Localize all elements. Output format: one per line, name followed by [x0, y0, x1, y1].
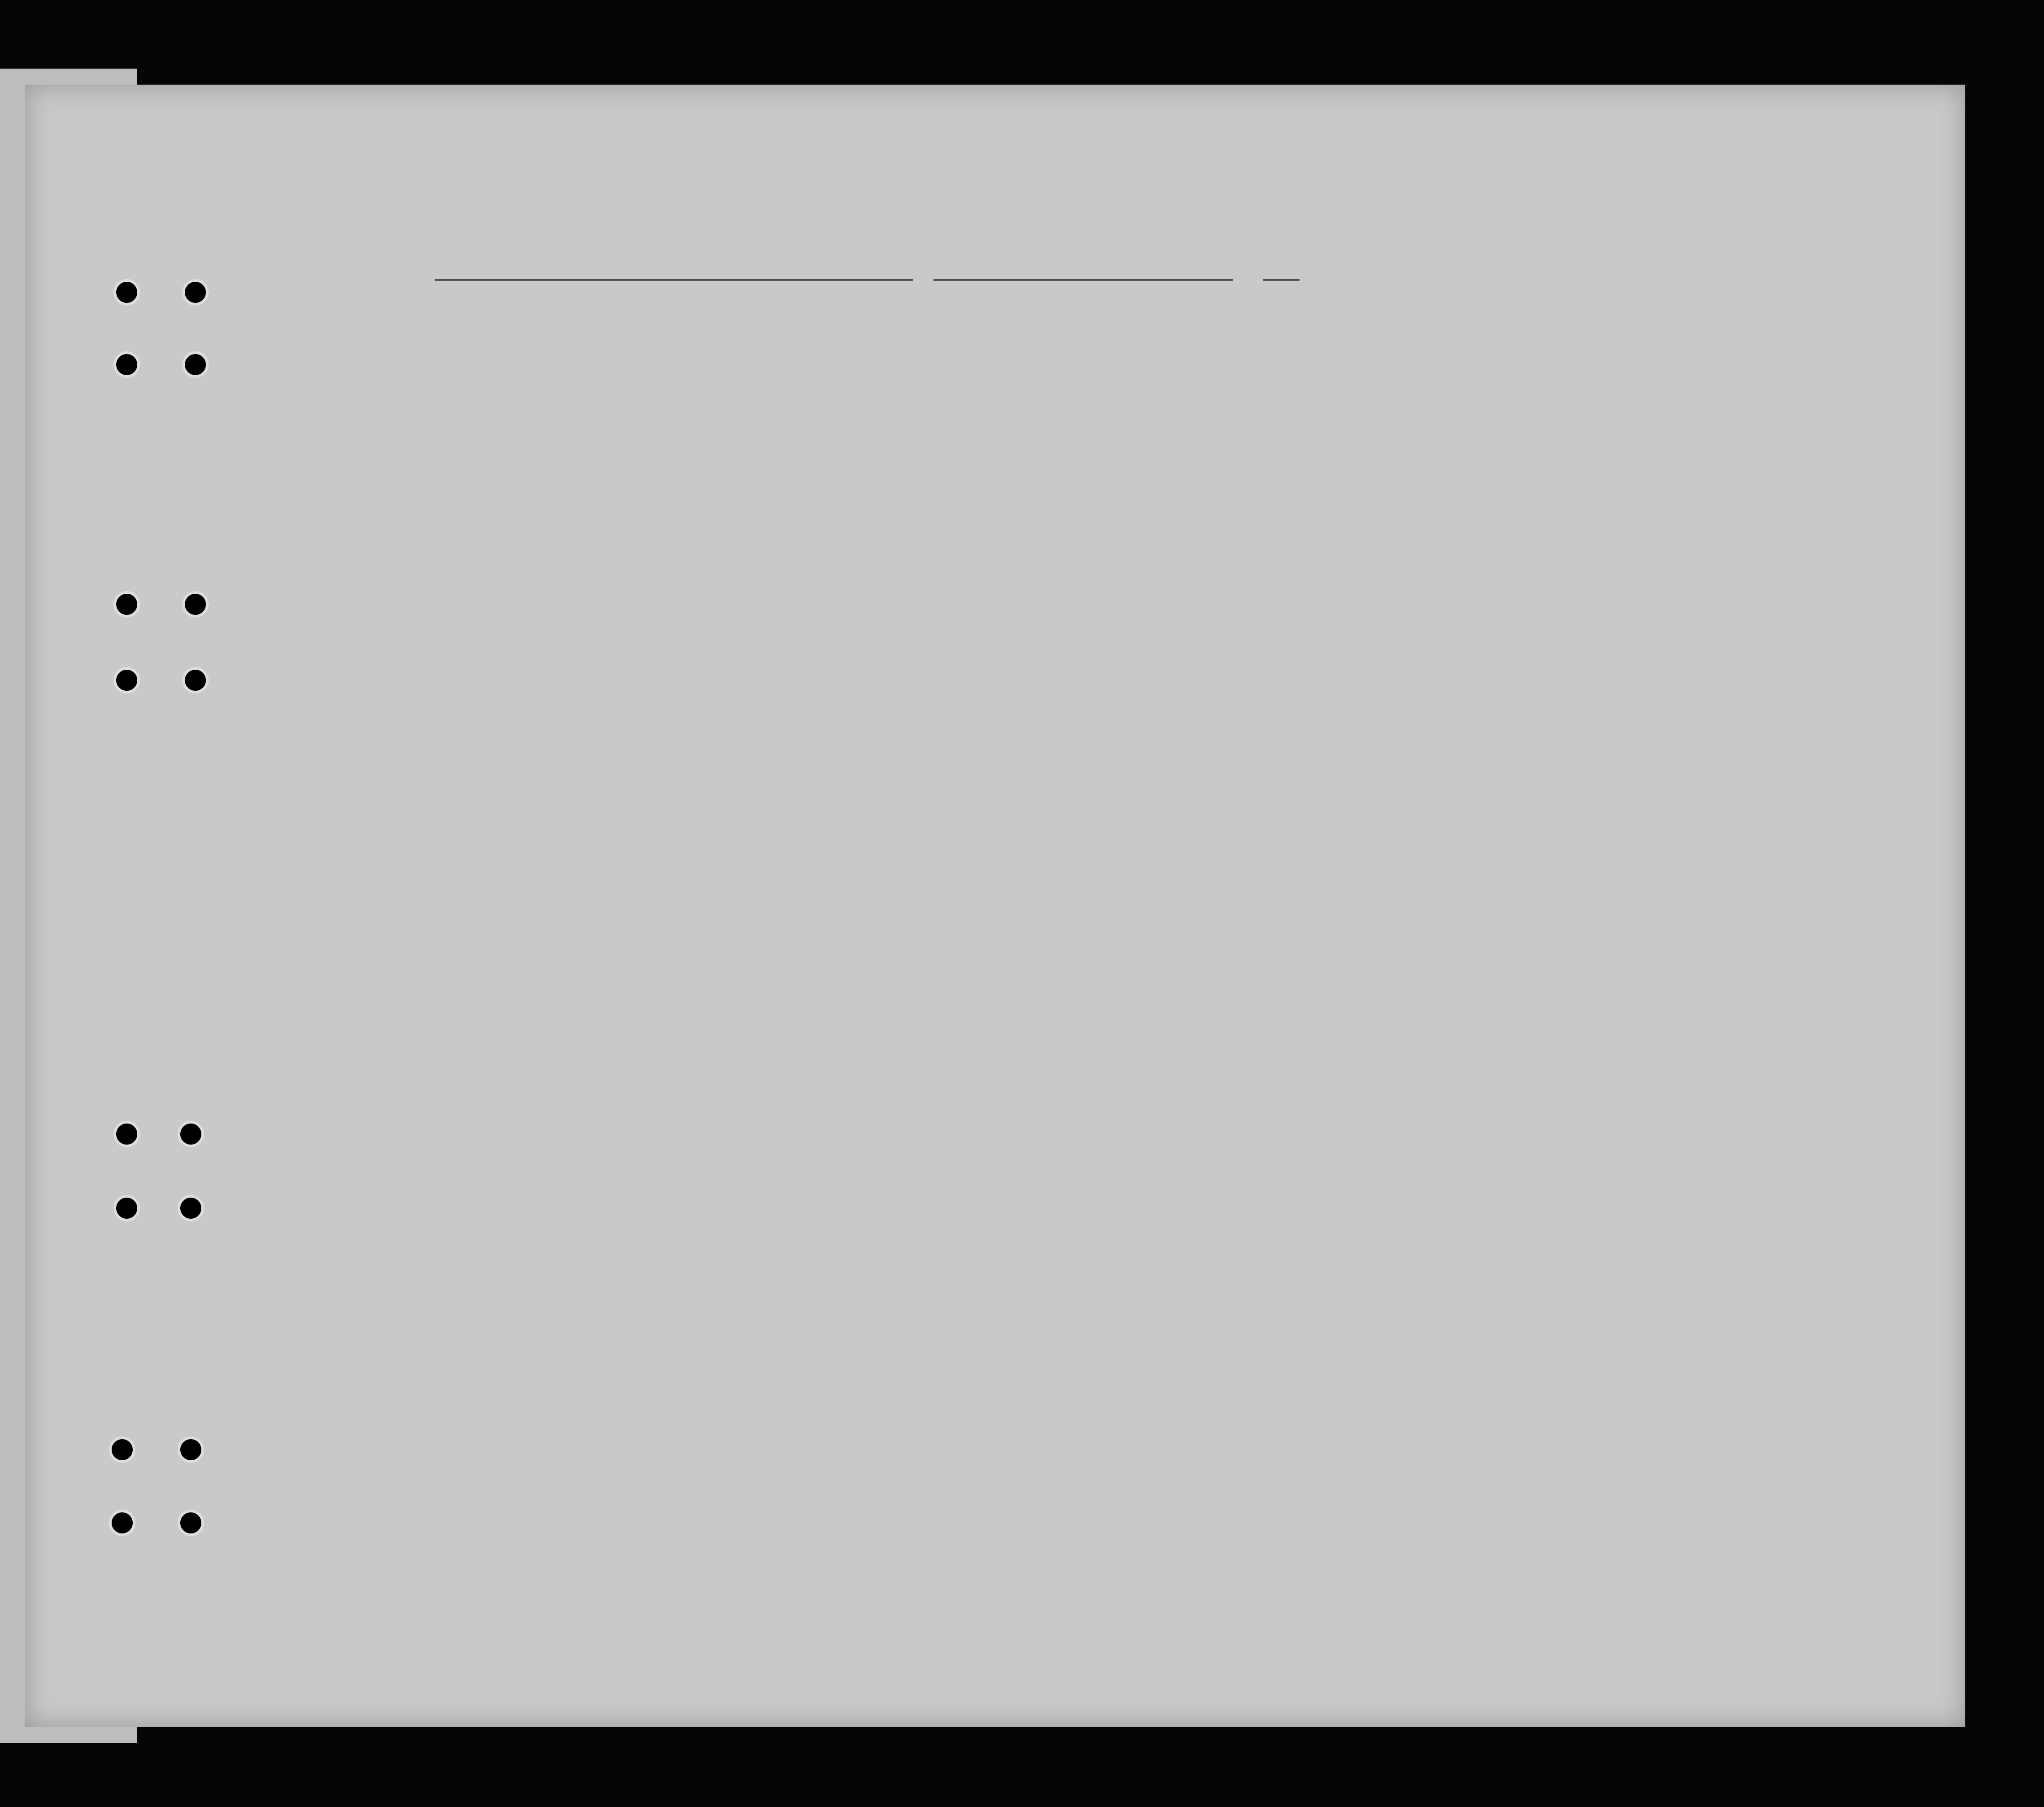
punch-hole [182, 351, 209, 378]
punch-hole [113, 351, 140, 378]
punch-hole [113, 667, 140, 694]
punch-hole [113, 1195, 140, 1221]
punch-hole [182, 591, 209, 618]
punch-hole [109, 1510, 135, 1536]
punch-hole [113, 1121, 140, 1147]
punch-hole [113, 591, 140, 618]
punch-hole [178, 1436, 204, 1463]
punch-hole [178, 1195, 204, 1221]
punch-hole [182, 279, 209, 306]
punch-hole [178, 1121, 204, 1147]
punch-hole [182, 667, 209, 694]
punch-hole [113, 279, 140, 306]
punch-hole [109, 1436, 135, 1463]
punch-hole [178, 1510, 204, 1536]
